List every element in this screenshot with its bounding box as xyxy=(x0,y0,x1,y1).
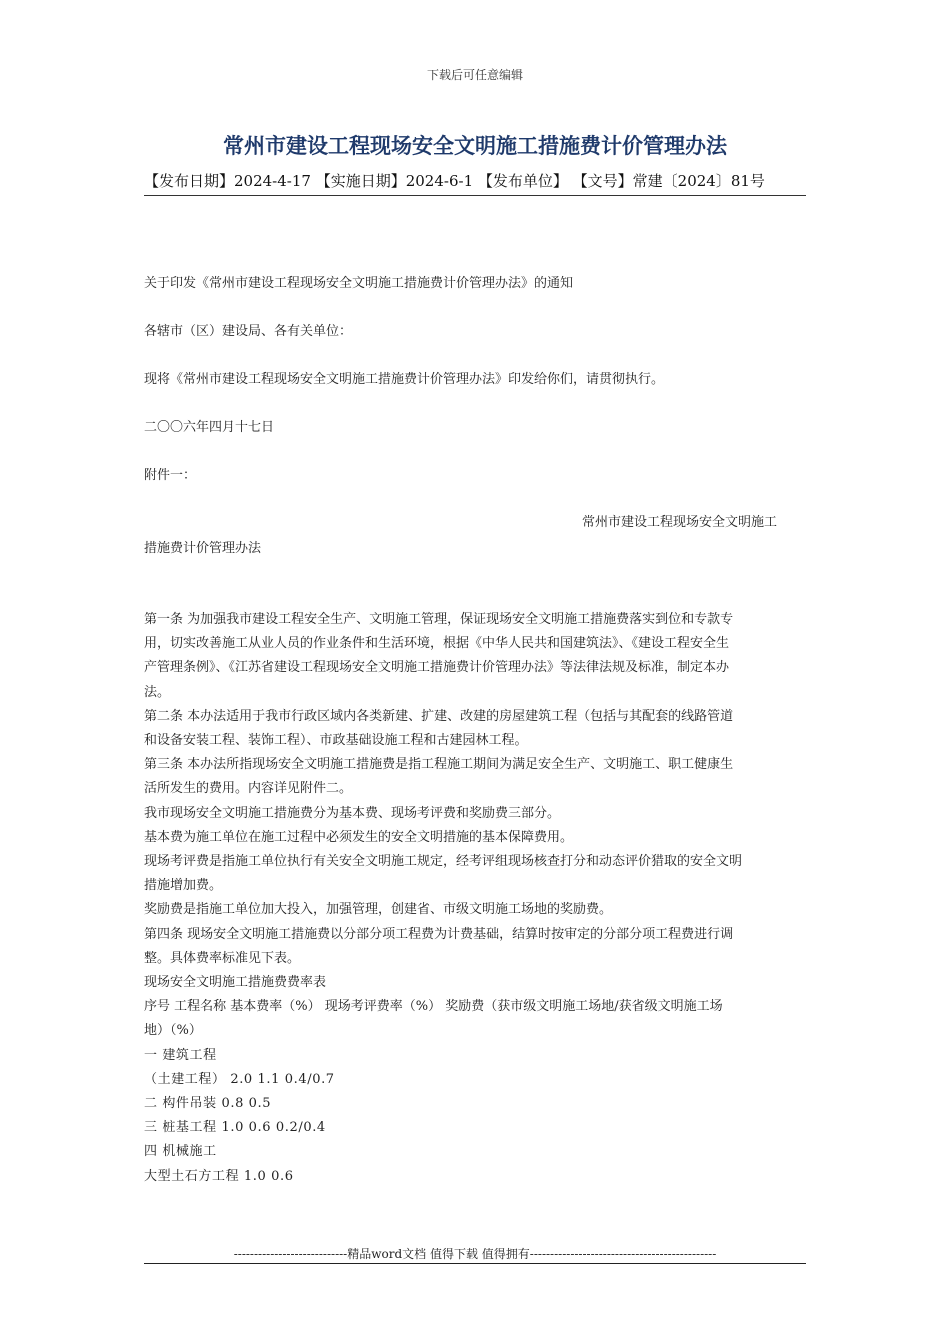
body-line: 第二条 本办法适用于我市行政区域内各类新建、扩建、改建的房屋建筑工程（包括与其配套的线路管道 xyxy=(144,708,734,724)
footer-divider xyxy=(144,1263,806,1264)
attachment-title-part1: 常州市建设工程现场安全文明施工 xyxy=(582,515,778,530)
body-line: 整。具体费率标准见下表。 xyxy=(144,950,301,966)
body-line: 产管理条例》、《江苏省建设工程现场安全文明施工措施费计价管理办法》等法律法规及标准，制定本办 xyxy=(144,660,730,676)
body-line: 第三条 本办法所指现场安全文明施工措施费是指工程施工期间为满足安全生产、文明施工、职工健康生 xyxy=(144,757,734,773)
issue-date: 二〇〇六年四月十七日 xyxy=(144,420,275,435)
regulation-body xyxy=(144,608,806,1189)
body-line: 措施增加费。 xyxy=(144,878,223,894)
table-row: 四 机械施工 xyxy=(144,1144,217,1160)
intro-paragraph: 现将《常州市建设工程现场安全文明施工措施费计价管理办法》印发给你们，请贯彻执行。 xyxy=(144,372,665,387)
table-row: 二 构件吊装 0.8 0.5 xyxy=(144,1096,272,1112)
table-header: 地）（%） xyxy=(144,1023,202,1039)
body-line: 奖励费是指施工单位加大投入，加强管理，创建省、市级文明施工场地的奖励费。 xyxy=(144,902,613,918)
table-row: 三 桩基工程 1.0 0.6 0.2/0.4 xyxy=(144,1120,326,1136)
table-row: 一 建筑工程 xyxy=(144,1047,217,1063)
table-row: （土建工程） 2.0 1.1 0.4/0.7 xyxy=(144,1071,335,1087)
table-row: 大型土石方工程 1.0 0.6 xyxy=(144,1168,294,1184)
table-title: 现场安全文明施工措施费费率表 xyxy=(144,975,327,991)
body-line: 用，切实改善施工从业人员的作业条件和生活环境，根据《中华人民共和国建筑法》、《建设工程安全生 xyxy=(144,636,730,652)
body-line: 和设备安装工程、装饰工程）、市政基础设施工程和古建园林工程。 xyxy=(144,733,528,749)
body-line: 第四条 现场安全文明施工措施费以分部分项工程费为计费基础，结算时按审定的分部分项工程费进行调 xyxy=(144,926,734,942)
table-header: 序号 工程名称 基本费率（%） 现场考评费率（%） 奖励费（获市级文明施工场地/获省级文明施工场 xyxy=(144,999,723,1015)
body-line: 基本费为施工单位在施工过程中必须发生的安全文明措施的基本保障费用。 xyxy=(144,829,574,845)
body-line: 第一条 为加强我市建设工程安全生产、文明施工管理，保证现场安全文明施工措施费落实到位和专款专 xyxy=(144,612,734,627)
body-line: 我市现场安全文明施工措施费分为基本费、现场考评费和奖励费三部分。 xyxy=(144,805,561,821)
attachment-title-part2: 措施费计价管理办法 xyxy=(144,541,262,556)
addressee: 各辖市（区）建设局、各有关单位： xyxy=(144,324,353,339)
document-title: 常州市建设工程现场安全文明施工措施费计价管理办法 xyxy=(223,134,727,158)
body-line: 活所发生的费用。内容详见附件二。 xyxy=(144,781,353,797)
publication-meta: 【发布日期】2024-4-17 【实施日期】2024-6-1 【发布单位】 【文号】常建〔2024〕81号 xyxy=(144,172,765,190)
notice-title: 关于印发《常州市建设工程现场安全文明施工措施费计价管理办法》的通知 xyxy=(144,276,574,291)
attachment-label: 附件一： xyxy=(144,468,197,483)
meta-divider xyxy=(144,195,806,196)
footer-text: ----------------------------精品word文档 值得下载 值得拥有---------------------------------------------- xyxy=(233,1247,717,1261)
body-line: 现场考评费是指施工单位执行有关安全文明施工规定，经考评组现场核查打分和动态评价猎取的安全文明 xyxy=(144,854,743,870)
header-note: 下载后可任意编辑 xyxy=(426,68,523,82)
body-line: 法。 xyxy=(144,684,171,700)
